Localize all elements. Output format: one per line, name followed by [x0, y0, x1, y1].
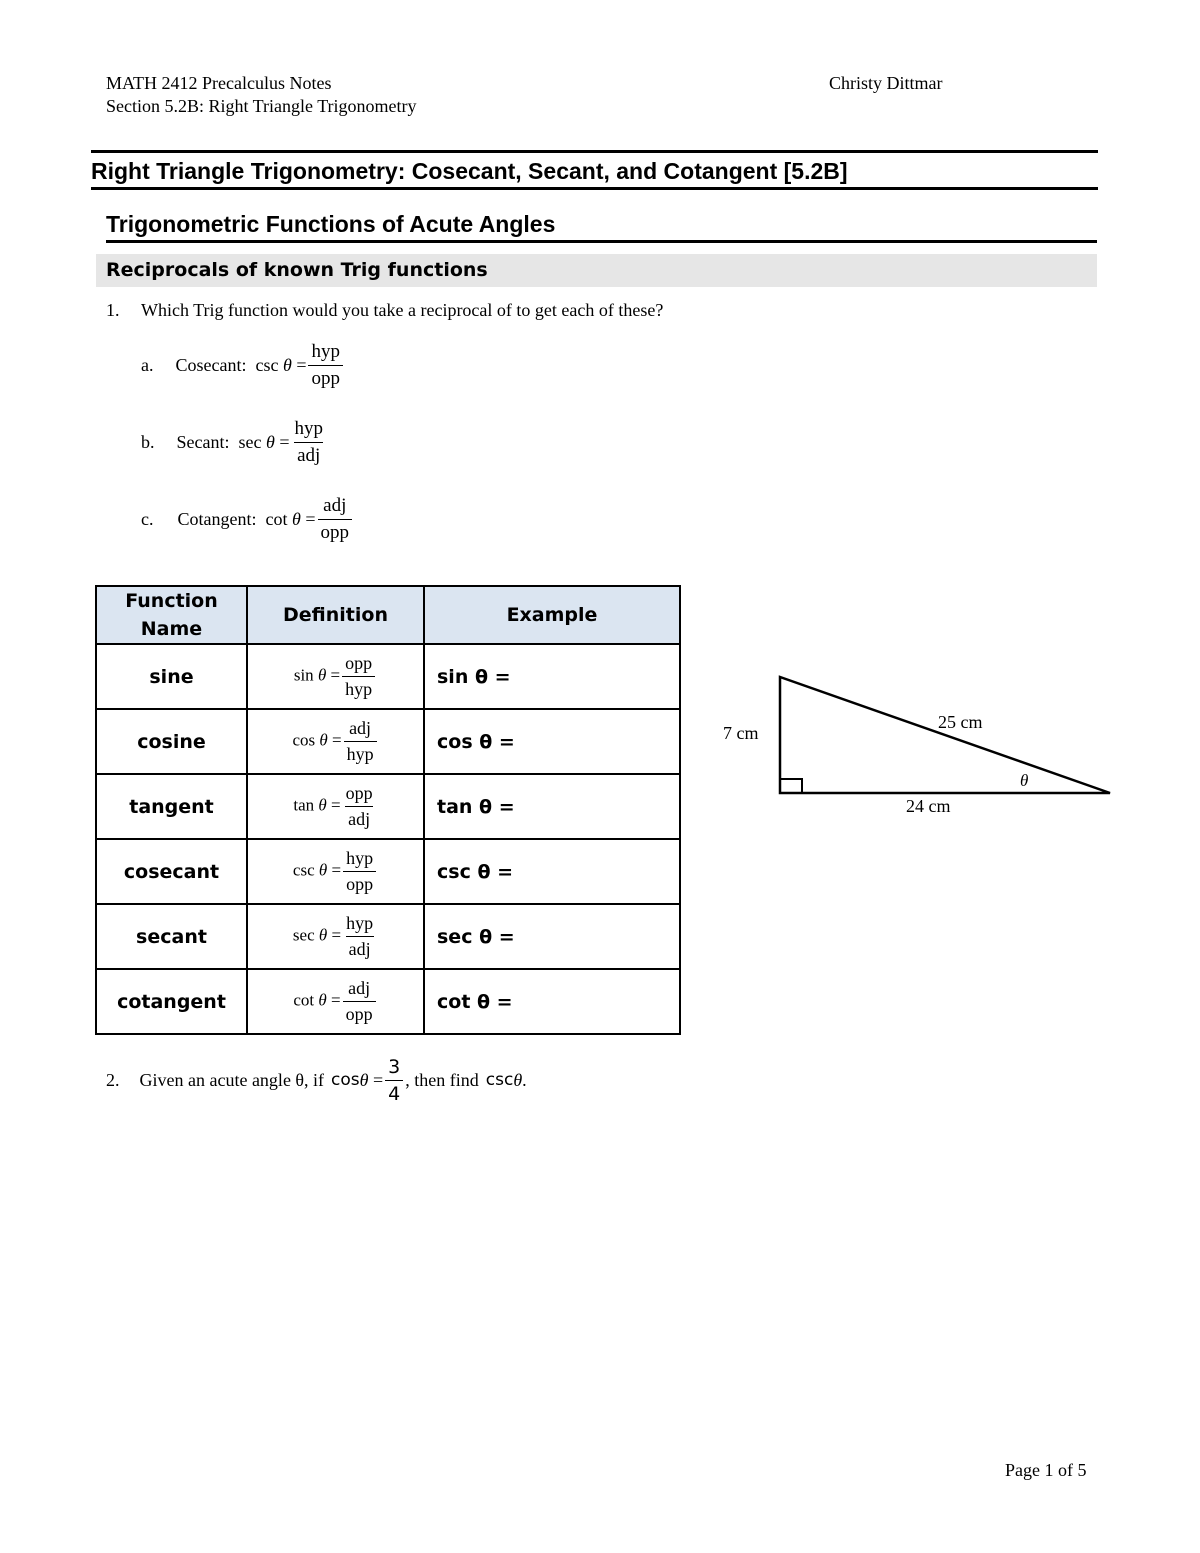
function-name-cell: sine	[96, 644, 247, 709]
denominator: adj	[345, 806, 373, 832]
example-cell: cot θ =	[424, 969, 680, 1034]
fn-label: sin	[293, 665, 314, 685]
example-cell: cos θ =	[424, 709, 680, 774]
example-cell: sec θ =	[424, 904, 680, 969]
theta-symbol: θ	[318, 860, 328, 880]
denominator: opp	[343, 1001, 376, 1027]
course-name: MATH 2412 Precalculus Notes	[106, 73, 332, 93]
triangle-outline	[780, 677, 1110, 793]
numerator: adj	[349, 718, 372, 738]
equals-sign: =	[331, 860, 342, 880]
denominator: 4	[385, 1080, 403, 1107]
denominator: adj	[346, 936, 374, 962]
theta-symbol: θ	[282, 355, 292, 375]
theta-symbol: θ	[359, 1070, 369, 1090]
triangle-angle-label: θ	[1020, 771, 1029, 790]
header-function-name: Function Name	[96, 586, 247, 644]
theta-symbol: θ	[318, 925, 328, 945]
triangle-hypotenuse-label: 25 cm	[938, 712, 983, 732]
theta-symbol: θ	[265, 432, 275, 452]
q1-item-a-fn: csc	[255, 355, 279, 375]
example-cell: tan θ =	[424, 774, 680, 839]
q2-fn1: cos	[331, 1070, 360, 1090]
q1-item-c-fn: cot	[265, 509, 288, 529]
numerator: hyp	[294, 417, 323, 439]
q2-fraction	[385, 1054, 403, 1107]
denominator: hyp	[342, 676, 375, 702]
triangle-left-side-label: 7 cm	[723, 723, 759, 743]
equals-sign: =	[331, 990, 341, 1010]
numerator: adj	[323, 494, 347, 516]
function-name-cell: tangent	[96, 774, 247, 839]
example-cell: sin θ =	[424, 644, 680, 709]
equals-sign: =	[305, 509, 316, 529]
function-name-cell: cotangent	[96, 969, 247, 1034]
denominator: opp	[343, 871, 376, 897]
q2-prefix: Given an acute angle θ, if	[139, 1070, 325, 1090]
theta-symbol: θ	[318, 795, 327, 815]
q2-fn2: csc	[485, 1070, 514, 1090]
fn-label: tan	[293, 795, 315, 815]
numerator: opp	[345, 653, 373, 673]
denominator: hyp	[344, 741, 377, 767]
q1-item-a-letter: a.	[141, 355, 154, 375]
q1-item-b-label: Secant:	[176, 432, 230, 452]
triangle-bottom-side-label: 24 cm	[906, 796, 951, 816]
numerator: hyp	[346, 848, 374, 868]
q1-item-a-label: Cosecant:	[175, 355, 247, 375]
function-name-cell: cosine	[96, 709, 247, 774]
equals-sign: =	[331, 730, 342, 750]
q2-suffix: .	[522, 1070, 527, 1090]
page-number: Page 1 of 5	[1005, 1460, 1087, 1480]
theta-symbol: θ	[318, 990, 327, 1010]
numerator: adj	[348, 978, 371, 998]
q2-middle: , then find	[405, 1070, 479, 1090]
subsection-heading: Reciprocals of known Trig functions	[106, 259, 488, 281]
q1-item-c-label: Cotangent:	[177, 509, 257, 529]
fn-label: cos	[292, 730, 316, 750]
q1-item-b-letter: b.	[141, 432, 155, 452]
q1-item-c-letter: c.	[141, 509, 154, 529]
function-name-cell: cosecant	[96, 839, 247, 904]
q2	[106, 1050, 527, 1110]
fn-label: sec	[292, 925, 315, 945]
equals-sign: =	[373, 1070, 384, 1090]
numerator: hyp	[346, 913, 374, 933]
q1-item-b-fn: sec	[238, 432, 262, 452]
q1-text: Which Trig function would you take a reciprocal of to get each of these?	[141, 300, 664, 320]
q2-number: 2.	[106, 1070, 120, 1090]
page-title: Right Triangle Trigonometry: Cosecant, Secant, and Cotangent [5.2B]	[91, 158, 848, 184]
denominator: opp	[318, 519, 353, 546]
fn-label: cot	[293, 990, 315, 1010]
theta-symbol: θ	[319, 730, 328, 750]
denominator: opp	[308, 365, 343, 392]
section-name: Section 5.2B: Right Triangle Trigonometry	[106, 96, 417, 116]
author-name: Christy Dittmar	[829, 73, 943, 93]
theta-symbol: θ	[292, 509, 301, 529]
function-name-cell: secant	[96, 904, 247, 969]
equals-sign: =	[296, 355, 307, 375]
header-definition: Definition	[247, 586, 424, 644]
numerator: opp	[345, 783, 373, 803]
example-cell: csc θ =	[424, 839, 680, 904]
denominator: adj	[294, 442, 323, 469]
q1-number: 1.	[106, 300, 120, 320]
equals-sign: =	[331, 925, 342, 945]
equals-sign: =	[331, 795, 341, 815]
section-title: Trigonometric Functions of Acute Angles	[106, 211, 556, 237]
numerator: 3	[388, 1055, 401, 1078]
equals-sign: =	[279, 432, 290, 452]
right-angle-marker	[780, 779, 802, 793]
theta-symbol: θ	[513, 1070, 523, 1090]
header-example: Example	[424, 586, 680, 644]
numerator: hyp	[311, 340, 340, 362]
equals-sign: =	[330, 665, 341, 685]
fn-label: csc	[292, 860, 315, 880]
theta-symbol: θ	[317, 665, 327, 685]
